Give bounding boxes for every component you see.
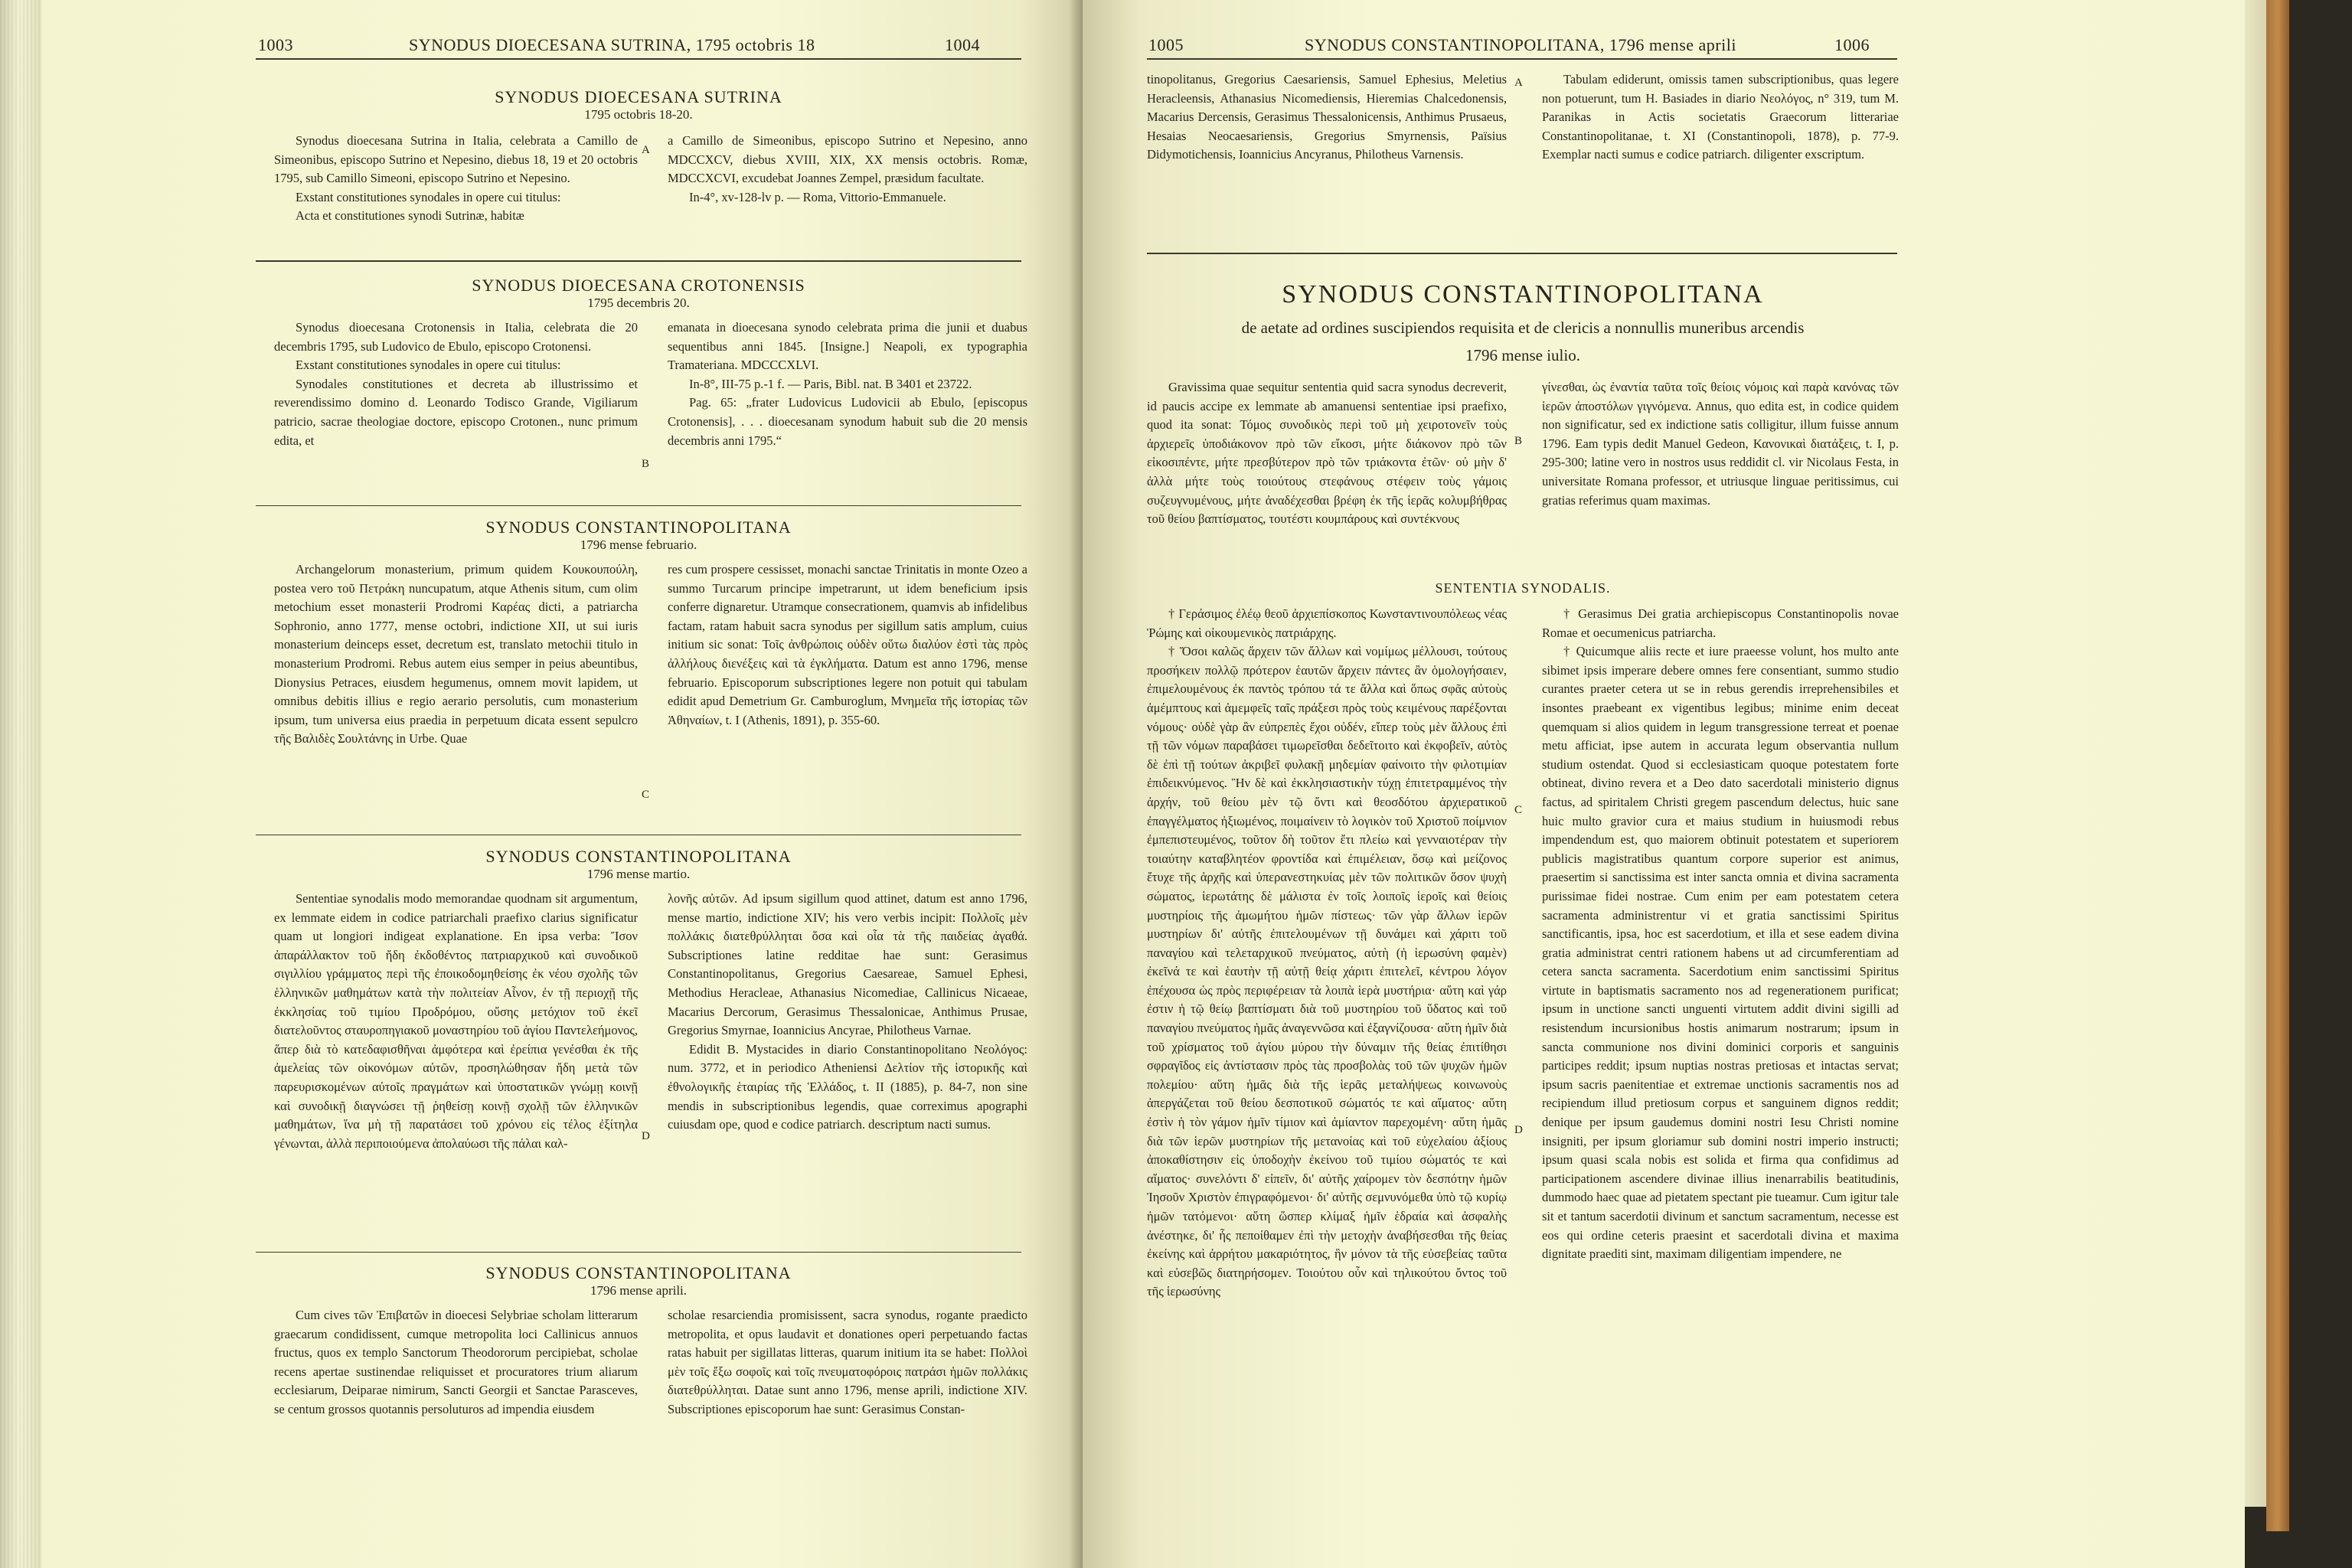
page-edges bbox=[0, 0, 41, 1568]
running-head-text: SYNODUS CONSTANTINOPOLITANA, 1796 mense aprili bbox=[1305, 35, 1736, 54]
section-rule bbox=[256, 505, 1021, 506]
text-column bbox=[668, 318, 1027, 450]
main-title: SYNODUS CONSTANTINOPOLITANA bbox=[1282, 280, 1764, 309]
column-marker: B bbox=[642, 458, 650, 470]
left-page bbox=[41, 0, 1083, 1568]
column-marker: D bbox=[642, 1130, 650, 1142]
paragraph: Tabulam ediderunt, omissis tamen subscriptionibus, quas legere non potuerunt, tum H. Basiades in diario Νεολόγος, n° 319, tum M. Paranikas in Actis societatis Graecorum litterariae Constantinopolitanae, t. XI (Constantinopoli, 1878), p. 77-9. Exemplar nacti sumus e codice patriarch. diligenter exscriptum. bbox=[1542, 72, 1899, 162]
section-title: SYNODUS DIOECESANA SUTRINA bbox=[495, 87, 782, 106]
section-rule bbox=[256, 260, 1021, 262]
paragraph: Exstant constitutiones synodales in opere cui titulus: bbox=[296, 358, 561, 373]
paragraph: tinopolitanus, Gregorius Caesariensis, Samuel Ephesius, Meletius Heracleensis, Athanasius Nicomediensis, Hieremias Chalcedonensis, Macarius Dercensis, Gerasimus Thessalonicensis, Anthimus Prusaeus, Hesaias Neocaesariensis, Gregorius Smyrnensis, Païsius Didymotichensis, Ioannicius Ancyranus, Philotheus Varnensis. bbox=[1147, 72, 1507, 162]
paragraph: Cum cives τῶν Ἐπιβατῶν in dioecesi Selybriae scholam litterarum graecarum condidissent, cumque metropolita loci Callinicus annuos fructus, quos ex templo Sanctorum Theodororum percipiebat, scholae recens apertae sustinendae reliquisset et procuratores trium aliarum ecclesiarum, Deiparae nimirum, Sancti Georgii et Sanctae Parasceves, se centum grossos quotannis persoluturos ad impendia eiusdem bbox=[274, 1308, 638, 1416]
book-cover-board bbox=[2245, 0, 2352, 1568]
paragraph: emanata in dioecesana synodo celebrata prima die junii et duabus sequentibus anni 1845. [Insigne.] Neapoli, ex typographia Tramateriana. MDCCCXLVI. bbox=[668, 320, 1027, 373]
page-number: 1006 bbox=[1834, 35, 1870, 54]
section-rule bbox=[256, 1252, 1021, 1253]
text-column bbox=[668, 560, 1027, 730]
text-column bbox=[1147, 70, 1507, 165]
text-column bbox=[1542, 378, 1899, 510]
section-title: SYNODUS CONSTANTINOPOLITANA bbox=[485, 518, 792, 537]
text-column bbox=[274, 560, 638, 749]
section-title: SYNODUS DIOECESANA CROTONENSIS bbox=[472, 276, 805, 295]
latin-text-column bbox=[1542, 605, 1899, 1264]
section-date: 1796 mense martio. bbox=[586, 867, 691, 881]
section-rule bbox=[1147, 253, 1897, 254]
running-head-text: SYNODUS DIOECESANA SUTRINA, 1795 octobris 18 bbox=[409, 35, 815, 54]
paragraph: Acta et constitutiones synodi Sutrinæ, habitæ bbox=[296, 208, 524, 224]
header-rule bbox=[256, 58, 1021, 60]
header-rule bbox=[1147, 58, 1897, 60]
text-column bbox=[668, 132, 1027, 207]
paragraph: Synodales constitutiones et decreta ab illustrissimo et reverendissimo domino d. Leonardo Todisco Grande, Vigiliarum patricio, sacrae theologiae doctore, episcopo Crotonen., nunc primum edita, et bbox=[274, 376, 638, 448]
paragraph: Pag. 65: „frater Ludovicus Ludovicii ab Ebulo, [episcopus Crotonensis], . . . dioecesanam synodum habuit sub die 20 mensis decembris anni 1795.“ bbox=[668, 395, 1027, 448]
paragraph: scholae resarciendia promisissent, sacra synodus, rogante praedicto metropolita, et opus laudavit et donationes operi perpetuando factas ratas habuit per sigillatas litteras, quarum initium ita se habet: Πολλοὶ μὲν τοῖς ἔξω σοφοῖς καὶ τοῖς πνευματοφόροις πατράσι ἡμῶν πολλάκις διατεθρύλληται. Datae sunt anno 1796, mense aprili, indictione XIV. Subscriptiones episcoporum hae sunt: Gerasimus Constan- bbox=[668, 1308, 1027, 1416]
endpaper bbox=[2245, 0, 2266, 1507]
paragraph: a Camillo de Simeonibus, episcopo Sutrino et Nepesino, anno MDCCXCV, diebus XVIII, XIX, XX mensis octobris. Romæ, MDCCXCVI, excudebat Joannes Zempel, præsidum facultate. bbox=[668, 133, 1027, 186]
paragraph: † Ὅσοι καλῶς ἄρχειν τῶν ἄλλων καὶ νομίμως μέλλουσι, τούτους προσήκειν πολλῷ πρότερον ἑαυτῶν ἄρχειν πάντες ἂν ὁμολογήσαιεν, ἐπιμελουμένους ἐκ παντὸς τρόπου τά τε ἄλλα καὶ ὅπως σφᾶς αὐτοὺς ἀμέμπτους καὶ ἀμεμφεῖς ταῖς πράξεσι πρὸς τοὺς κειμένους παρέξονται νόμους· οὐδὲ γὰρ ἂν εὐπρεπὲς ἔχοι οὐδέν, εἴπερ τοὺς μὲν ἄλλους ἐπὶ τῇ τῶν νόμων παραβάσει τιμωρεῖσθαι δεδεῖτοιτο καὶ ἐκφοβεῖν, αὐτὸς δὲ ἐπὶ τῇ τούτων ἀκριβεῖ φυλακῇ μηδεμίαν φαίνοιτο τὴν φιλοτιμίαν ἐπιδεικνύμενος. Ἣν δὲ καὶ ἐκκλησιαστικὴν τύχῃ ἐπιτετραμμένος τὴν ἀρχήν, τοῦ θείου μὲν τῷ ὄντι καὶ θεοσδότου ἀρχιερατικοῦ ἐπαγγέλματος ἠξιωμένος, ποιμαίνειν τὸ λογικὸν τοῦ Χριστοῦ ποίμνιον ἐμπεπιστευμένος, τοῦτον δὴ τοῦτον ἔτι πλείω καὶ γενναιοτέραν τὴν τοιαύτην καταβλητέον φροντίδα καὶ ἐπιμέλειαν, ὅσῳ καὶ μείζονος ἔτυχε τῆς ἀρχῆς καὶ ὑπερανεστηκυίας μὲν τῶν πολιτικῶν ὅσον ψυχὴ σώματος, ἱερωτάτης δὲ μάλιστα ἐν τοῖς λοιποῖς ἱεροῖς καὶ θείοις μυστηρίοις τῆς ἀμωμήτου ἡμῶν πίστεως· τῶν γὰρ ἄλλων ἱερῶν μυστηρίων δι' αὐτῆς ἐπιτελουμένων τῇ δυνάμει καὶ χάριτι τοῦ παναγίου καὶ τελεταρχικοῦ πνεύματος, αὐτὴ (ἡ ἱερωσύνη φαμὲν) ἐκεῖνά τε καὶ ἑαυτὴν τῇ αὐτῇ θείᾳ χάριτι ἐπιτελεῖ, κέντρου λόγον ἐπέχουσα ὡς πρὸς περιφέρειαν τὰ λοιπὰ ἱερὰ μυστήρια· αὕτη καὶ γάρ ἐστιν ἡ τῷ θείῳ βαπτίσματι διὰ τοῦ μυστηρίου τοῦ ὕδατος καὶ τοῦ παναγίου πνεύματος ἡμᾶς ἀναγεννῶσα καὶ ἐξαγνίζουσα· αὕτη ἡμῖν διὰ τοῦ χρίσματος τοῦ ἁγίου μύρου τὴν δύναμιν τῆς θείας ἐπιτίθησι σφραγῖδος εἰς ἀντίστασιν πρὸς τὰς προσβολὰς τοῦ τῶν ψυχῶν ἡμῶν πολεμίου· αὕτη ἡμᾶς διὰ τῆς ἱερᾶς μεταλήψεως κοινωνοὺς ἀπεργάζεται τοῦ θείου δεσποτικοῦ σώματός τε καὶ αἵματος· αὕτη ἐστὶν ἡ τὸν γάμον ἡμῖν τίμιον καὶ ἀμίαντον παρεχομένη· αὕτη ἡμᾶς διὰ τῶν ἱερῶν μυστηρίων τῆς μετανοίας καὶ τοῦ εὐχελαίου ἀξίους ἀποκαθίστησιν εἰς ὑποδοχὴν ἐκείνου τοῦ τιμίου σώματός τε καὶ αἵματος· συνελόντι δ' εἰπεῖν, δι' αὐτῆς χαίρομεν τὸν δεσπότην ἡμῶν Ἰησοῦν Χριστὸν ἐπιγραφόμενοι· δι' αὐτῆς σεμνυνόμεθα ὑπὸ τῷ κυρίῳ ἡμῶν τατόμενοι· αὕτη ὥσπερ κλίμαξ ἡμῖν ἑδραία καὶ ἀσφαλὴς ἀνέστηκε, δι' ἧς πεποίθαμεν ἐπὶ τὴν μετοχὴν ἀναβήσεσθαι τῆς θείας ἐκείνης καὶ ἀρρήτου μακαριότητος, ἣν μόνον τὰ τῆς εὐσεβείας ταῦτα καὶ εὐσεβῶς διατηρήσομεν. Τοιούτου οὖν καὶ τηλικούτου ὄντος τοῦ τῆς ἱερωσύνης bbox=[1147, 644, 1507, 1299]
right-page bbox=[1083, 0, 2245, 1568]
section-date: 1796 mense februario. bbox=[580, 537, 697, 552]
page-number: 1003 bbox=[258, 35, 293, 54]
paragraph: Archangelorum monasterium, primum quidem Κουκουπούλη, postea vero τοῦ Πετράκη nuncupatum, atque Athenis situm, cum olim metochium esset monasterii Prodromi Καρέας dicti, a patriarcha Sophronio, anno 1777, mense octobri, indictione XII, ut sui iuris monasterium deinceps esset, decretum est, translato metochii titulo in monasterium Prodromi. Rebus autem eius semper in peius abeuntibus, Dionysius Petraces, eiusdem hegumenus, omnem movit lapidem, ut omnibus debitis illius e regio aerario persolutis, cum monasterium ipsum, tum universa eius praedia in perpetuum dicata essent sepulcro τῆς Βαλιδὲς Σουλτάνης in Urbe. Quae bbox=[274, 562, 638, 746]
paragraph: Edidit B. Mystacides in diario Constantinopolitano Νεολόγος: num. 3772, et in periodico Atheniensi Δελτίον τῆς ἱστορικῆς καὶ ἐθνολογικῆς ἑταιρίας τῆς Ἑλλάδος, t. II (1885), p. 84-7, non sine mendis in subscriptionibus legendis, quae correximus apographi cuiusdam ope, quod e codice patriarch. descriptum nacti sumus. bbox=[668, 1041, 1027, 1132]
column-marker: D bbox=[1514, 1124, 1523, 1136]
paragraph: Synodus dioecesana Crotonensis in Italia, celebrata die 20 decembris 1795, sub Ludovico de Ebulo, episcopo Crotonensi. bbox=[274, 320, 638, 354]
paragraph: In-8°, III-75 p.-1 f. — Paris, Bibl. nat. B 3401 et 23722. bbox=[689, 376, 972, 391]
section-title: SYNODUS CONSTANTINOPOLITANA bbox=[485, 1263, 792, 1282]
section-title: SYNODUS CONSTANTINOPOLITANA bbox=[485, 847, 792, 866]
text-column bbox=[1147, 378, 1507, 529]
section-date: 1795 decembris 20. bbox=[587, 296, 690, 310]
sententia-title: SENTENTIA SYNODALIS. bbox=[1435, 580, 1611, 596]
cover-cloth bbox=[2266, 0, 2289, 1531]
text-column bbox=[274, 318, 638, 450]
text-column bbox=[1542, 70, 1899, 165]
paragraph: Gravissima quae sequitur sententia quid sacra synodus decreverit, id paucis accipe ex lemmate ab amanuensi sententiae ipsi praefixo, quod ita sonat: Τόμος συνοδικὸς περὶ τοῦ μὴ χειροτονεῖν τοὺς ἀρχιερεῖς ὑποδιάκονον πρὸ τῶν εἴκοσι, μήτε διάκονον πρὸ τῶν εἰκοσιπέντε, μήτε πρεσβύτερον πρὸ τῶν τριάκοντα ἐτῶν· οὐ μὴν δ' ἀλλὰ μήτε τοὺς τοιούτους στεφάνους στέφειν τοὺς γάμοις συζευγνυμένους, μήτε ἀναδέχεσθαι βρέφη ἐκ τῆς ἱερᾶς κολυμβήθρας τοῦ θείου βαπτίσματος, τουτέστι κουμπάρους καὶ συντέκνους bbox=[1147, 380, 1507, 527]
main-date: 1796 mense iulio. bbox=[1465, 346, 1580, 364]
text-column bbox=[274, 1306, 638, 1419]
page-number: 1004 bbox=[945, 35, 980, 54]
paragraph: Synodus dioecesana Sutrina in Italia, celebrata a Camillo de Simeonibus, episcopo Sutrino et Nepesino, diebus 18, 19 et 20 octobris 1795, sub Camillo Simeoni, episcopo Sutrino et Nepesino. bbox=[274, 133, 638, 186]
text-column bbox=[668, 890, 1027, 1135]
paragraph: In-4°, xv-128-lv p. — Roma, Vittorio-Emmanuele. bbox=[689, 189, 946, 204]
text-column bbox=[668, 1306, 1027, 1419]
section-date: 1796 mense aprili. bbox=[590, 1283, 688, 1298]
text-column bbox=[274, 132, 638, 226]
paragraph: γίνεσθαι, ὡς ἐναντία ταῦτα τοῖς θείοις νόμοις καὶ παρὰ κανόνας τῶν ἱερῶν ἀποστόλων γιγνόμενα. Annus, quo edita est, in codice quidem non significatur, sed ex indictione satis colligitur, illum fuisse annum 1796. Eam typis dedit Manuel Gedeon, Κανονικαὶ διατάξεις, t. I, p. 295-300; latine vero in nostros usus reddidit cl. vir Nicolaus Festa, in universitate Romana professor, et utriusque linguae peritissimus, cui gratias referimus quam maximas. bbox=[1542, 380, 1899, 508]
paragraph: † Γεράσιμος ἐλέῳ θεοῦ ἀρχιεπίσκοπος Κωνσταντινουπόλεως νέας Ῥώμης καὶ οἰκουμενικὸς πατριάρχης. bbox=[1147, 606, 1507, 640]
paragraph: Sententiae synodalis modo memorandae quodnam sit argumentum, ex lemmate eidem in codice patriarchali praefixo clarius significatur quam ut longiori indigeat explanatione. En ipsa verba: Ἴσον ἀπαράλλακτον τοῦ ἤδη ἐκδοθέντος πατριαρχικοῦ καὶ συνοδικοῦ σιγιλλίου γράμματος περὶ τῆς ἐποικοδομηθείσης ἐκ νέου σχολῆς τῶν ἑλληνικῶν μαθημάτων κατὰ τὴν πολιτείαν Αἶνον, ἐν τῇ περιοχῇ τῆς ἐκκλησίας τοῦ τιμίου Προδρόμου, οὔσης μετόχιον τοῦ ἐκεῖ διατελοῦντος σταυροπηγιακοῦ μοναστηρίου τοῦ ἁγίου Παντελεήμονος, ἅπερ διὰ τὸ κατεδαφισθῆναι ἀμφότερα καὶ ἐρείπια γενέσθαι ἐκ τῆς ἀμελείας τῶν οἰκονόμων αὐτῶν, προσηλώθησαν ἤδη μετὰ τῶν παρευρισκομένων αὐτοῖς πραγμάτων καὶ ὑποστατικῶν γνώμῃ κοινῇ καὶ συνοδικῇ διαγνώσει τῇ ῥηθείσῃ κοινῇ σχολῇ τῶν ἑλληνικῶν μαθημάτων, ἵνα μὴ τῇ παρατάσει τοῦ χρόνου εἰς τέλος ἐξίτηλα γένωνται, ἀλλὰ περιποιούμενα ἀπολαύωσι τῆς πάλαι καλ- bbox=[274, 891, 638, 1151]
text-column bbox=[274, 890, 638, 1153]
page-number: 1005 bbox=[1148, 35, 1184, 54]
column-marker: A bbox=[642, 144, 650, 156]
column-marker: A bbox=[1514, 77, 1523, 89]
paragraph: res cum prospere cessisset, monachi sanctae Trinitatis in monte Ozeo a summo Turcarum principe impetrarunt, ut idem beneficium ipsis conferre dignaretur. Utramque consecrationem, quamvis ab infidelibus factam, ratam habuit sacra synodus per sigillum satis amplum, cuius initium sic sonat: Τοῖς ἀνθρώποις οὐδὲν οὕτω διαλύον ἐστὶ τὰς πρὸς ἀλλήλους διενέξεις καὶ τὰ ἐγκλήματα. Datum est anno 1796, mense februario. Episcoporum subscriptiones legere non potuit qui tabulam edidit apud Demetrium Gr. Camburoglum, Μνημεῖα τῆς ἱστορίας τῶν Ἀθηναίων, t. I (Athenis, 1891), p. 355-60. bbox=[668, 562, 1027, 727]
section-date: 1795 octobris 18-20. bbox=[584, 107, 693, 122]
column-marker: C bbox=[1514, 804, 1523, 816]
paragraph: λονῆς αὐτῶν. Ad ipsum sigillum quod attinet, datum est anno 1796, mense martio, indictione XIV; his vero verbis incipit: Πολλοῖς μὲν πολλάκις διατεθρύλληται ὅσα καὶ οἷα τὰ τῆς παιδείας ἀγαθά. Subscriptiones latine redditae hae sunt: Gerasimus Constantinopolitanus, Gregorius Caesareae, Samuel Ephesi, Methodius Heracleae, Athanasius Nicomediae, Callinicus Nicaeae, Macarius Dercorum, Gerasimus Thessalonicae, Anthimus Prusae, Gregorius Smyrnae, Ioannicius Ancyrae, Philotheus Varnae. bbox=[668, 891, 1027, 1038]
column-marker: C bbox=[642, 789, 650, 801]
paragraph: † Quicumque aliis recte et iure praeesse volunt, hos multo ante sibimet ipsis imperare debere omnes fere consentiant, summo studio curantes praeter cetera ut se in rebus gerendis irreprehensibiles et insontes praebeant ex vigentibus legibus; minime enim deceat quemquam si alios quidem in legum transgressione terreat et poenae metu afficiat, ipse autem in accurata legum observantia nullum studium ostendat. Quod si ecclesiasticam quoque potestatem forte obtineat, divino revera et a Deo dato sacerdotali ministerio dignus factus, ad spiritalem Christi gregem pascendum delectus, huic sane huic multo gravior cura et maius studium in huiusmodi rebus impendendum est, quo maiorem obtinuit potestatem et superiorem publicis magistratibus quantum corpore superior est animus, praesertim si sanctissima est inter sancta omnia et divina sacramenta purissimae fidei nostrae. Cum enim per eam potestatem cetera sacramenta administrentur vi et gratia sanctissimi Spiritus sanctificantis, ipsa, hoc est sacerdotium, et illa et sese eadem divina gratia administrat centri rationem habens ut ad circumferentiam ad cetera sancta sacramenta. Sacerdotium enim sanctissimi Spiritus virtute in baptismatis sacramento nos ad regenerationem purificat; ipsum in unctione sancti unguenti virtutem addit divini sigilli ad resistendum incursionibus hostis animarum nostrarum; ipsum in sancta communione nos divini dominici corporis et sanguinis participes reddit; ipsum nuptias nostras pretiosas et intactas servat; ipsum sacris paenitentiae et extremae unctionis sacramentis nos ad recipiendum illud pretiosum corpus et sanguinem dignos reddit; denique per ipsum gaudemus domini nostri Iesu Christi nomine insigniti, per ipsum gloriamur sub domini nostri imperio instructi; ipsum quasi scala nobis est solida et firma qua confidimus ad participationem ascendere divinae illius inenarrabilis beatitudinis, dummodo haec quae ad pietatem spectant pie tueamur. Cum igitur tale sit et tantum sacerdotii divinum et sanctum sacramentum, necesse est eos qui ordine ceteris praesint et sacerdotali divina et maxima dignitate praediti sint, maximam diligentiam impendere, ne bbox=[1542, 644, 1899, 1262]
paragraph: † Gerasimus Dei gratia archiepiscopus Constantinopolis novae Romae et oecumenicus patriarcha. bbox=[1542, 606, 1899, 640]
main-subtitle: de aetate ad ordines suscipiendos requisita et de clericis a nonnullis muneribus arcendis bbox=[1241, 318, 1805, 337]
greek-text-column bbox=[1147, 605, 1507, 1302]
paragraph: Exstant constitutiones synodales in opere cui titulus: bbox=[296, 189, 561, 204]
column-marker: B bbox=[1514, 435, 1523, 447]
